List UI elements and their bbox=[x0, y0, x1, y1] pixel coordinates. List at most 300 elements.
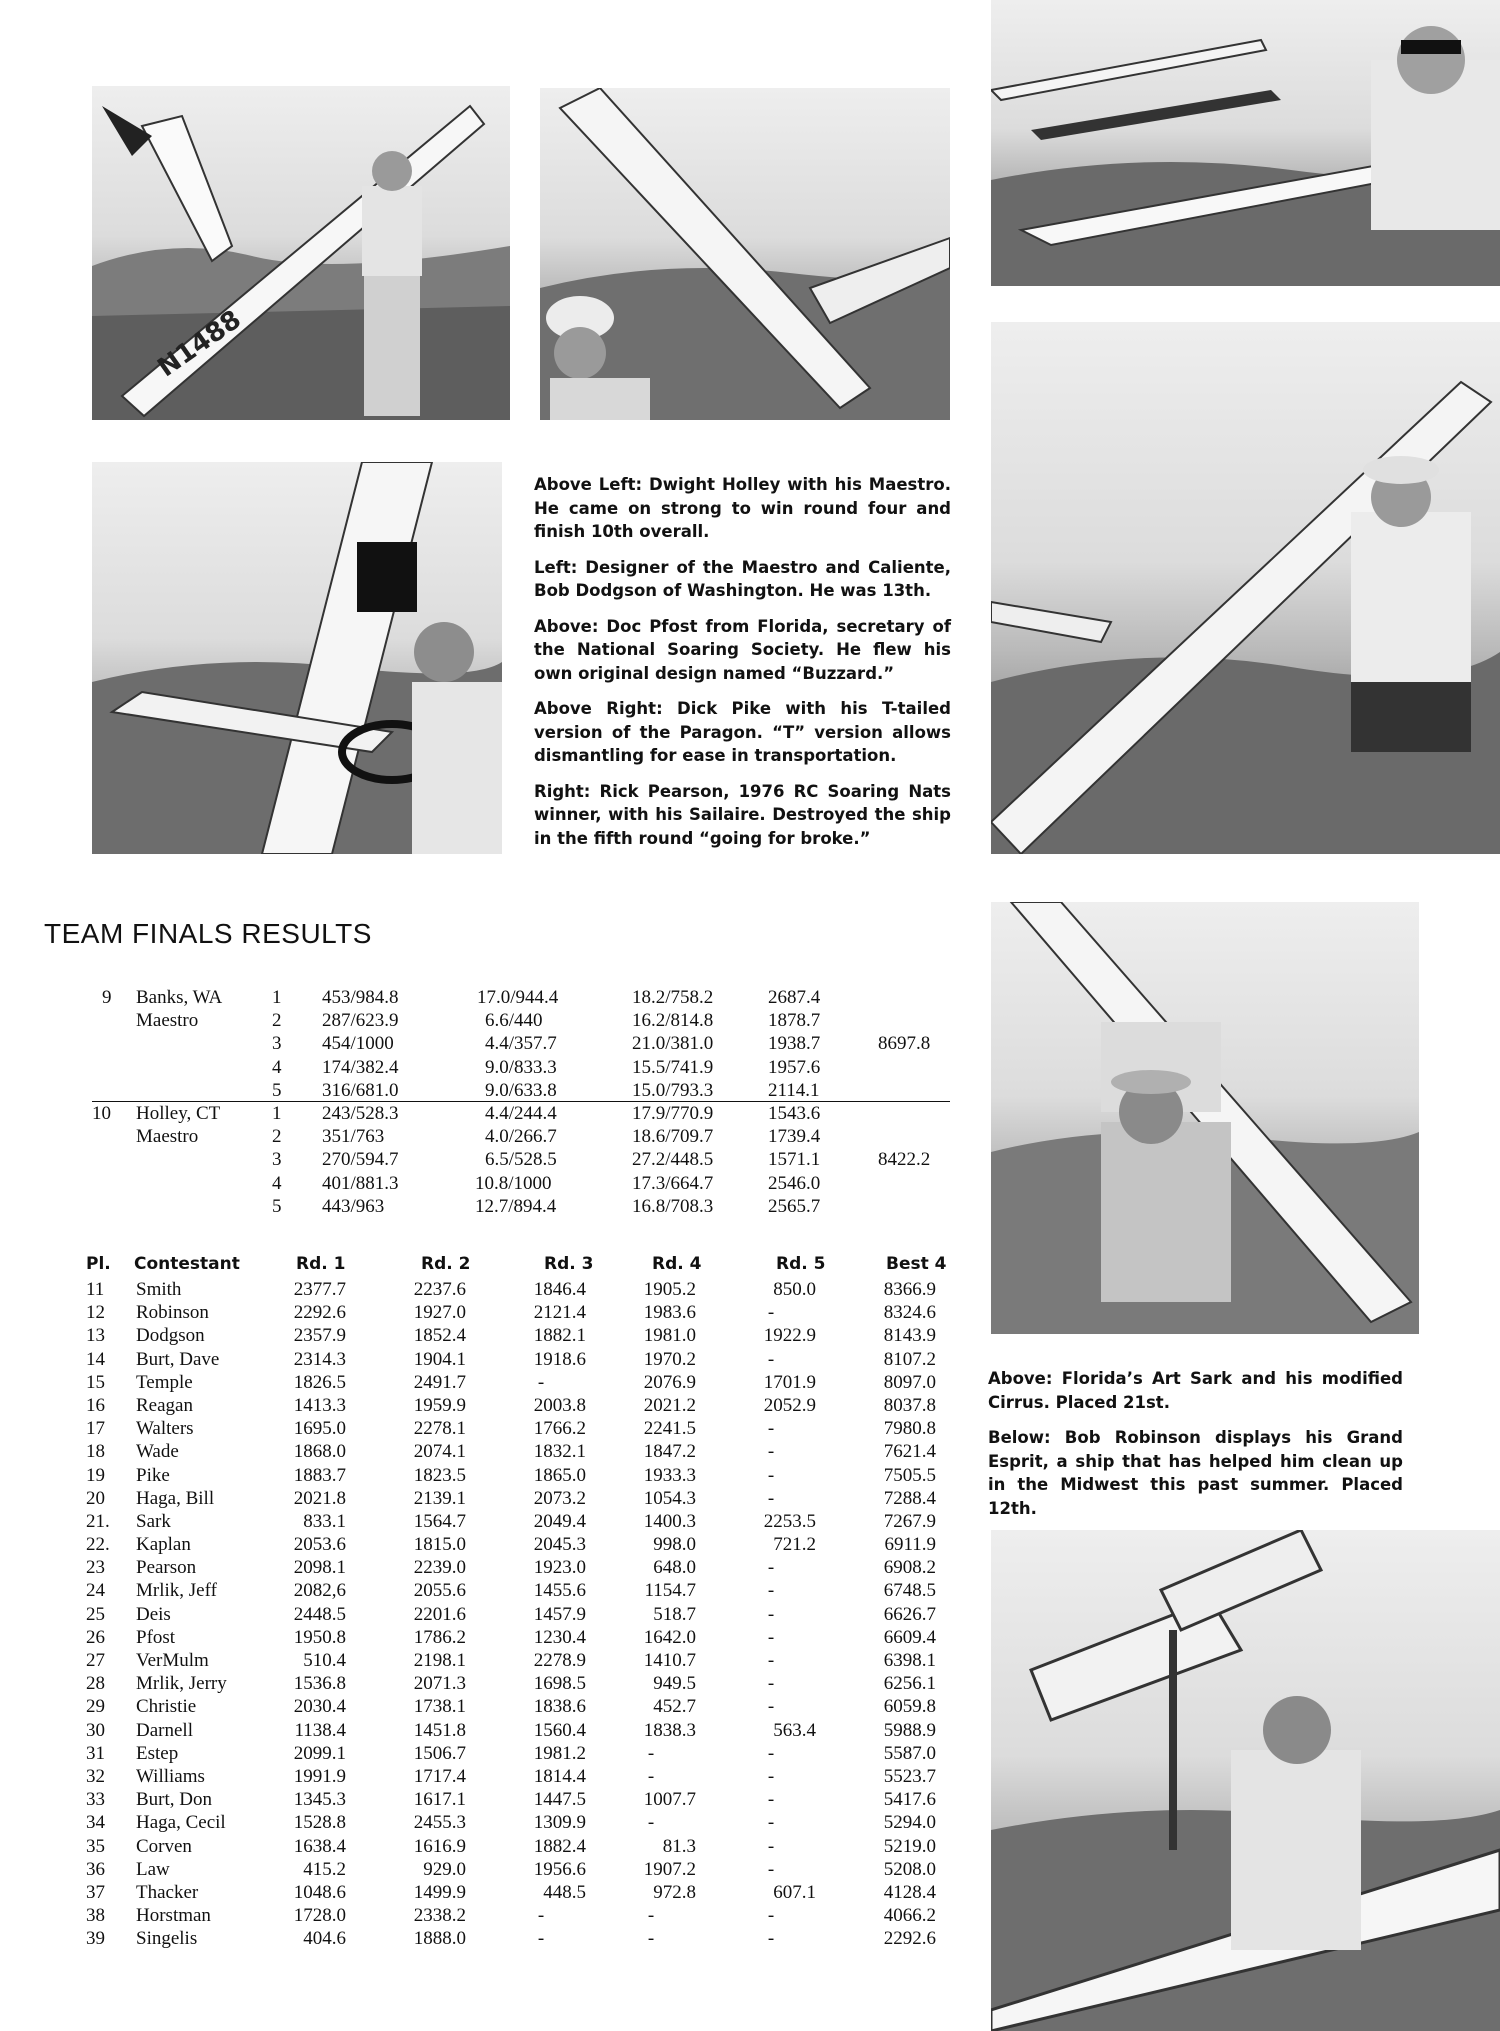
cell: 453/984.8 bbox=[322, 987, 399, 1008]
place-cell: 24 bbox=[86, 1580, 105, 1602]
place-cell: 25 bbox=[86, 1603, 105, 1625]
team-plane: Maestro bbox=[136, 1010, 199, 1032]
table-row bbox=[86, 1324, 956, 1347]
photo-captions bbox=[534, 473, 951, 862]
place-cell: 28 bbox=[86, 1673, 105, 1695]
place-cell: 27 bbox=[86, 1650, 105, 1671]
cell: 401/881.3 bbox=[322, 1172, 399, 1194]
results-header bbox=[86, 1250, 956, 1278]
score-cell: 1309.9 bbox=[533, 1812, 586, 1834]
contestant-cell: Pike bbox=[136, 1464, 170, 1486]
contestant-cell: Mrlik, Jeff bbox=[136, 1580, 217, 1602]
cell: 287/623.9 bbox=[322, 1010, 399, 1032]
score-cell: 721.2 bbox=[773, 1534, 816, 1556]
score-cell: 1786.2 bbox=[413, 1626, 466, 1648]
score-cell: 7980.8 bbox=[883, 1418, 936, 1440]
score-cell: - bbox=[767, 1765, 775, 1787]
contestant-cell: Burt, Don bbox=[136, 1789, 212, 1811]
place-cell: 13 bbox=[86, 1325, 105, 1347]
score-cell: 1815.0 bbox=[413, 1534, 466, 1556]
score-cell: 1888.0 bbox=[413, 1928, 466, 1950]
team-plane: Maestro bbox=[136, 1126, 199, 1148]
score-cell: 1981.2 bbox=[533, 1742, 586, 1764]
score-cell: 2237.6 bbox=[413, 1279, 466, 1300]
team-place: 9 bbox=[102, 987, 112, 1008]
score-cell: 6748.5 bbox=[883, 1580, 936, 1602]
cell: 17.3/664.7 bbox=[632, 1172, 714, 1194]
col-header: Contestant bbox=[134, 1254, 240, 1274]
score-cell: 2239.0 bbox=[413, 1557, 466, 1579]
cell: 10.8/1000 bbox=[475, 1172, 552, 1194]
score-cell: 1865.0 bbox=[533, 1464, 586, 1486]
score-cell: 2121.4 bbox=[533, 1302, 586, 1324]
place-cell: 31 bbox=[86, 1742, 105, 1764]
table-row bbox=[86, 1835, 956, 1858]
cell: 316/681.0 bbox=[322, 1079, 399, 1101]
score-cell: 833.1 bbox=[303, 1510, 346, 1532]
col-header: Best 4 bbox=[886, 1254, 947, 1274]
cell: 9.0/833.3 bbox=[485, 1056, 557, 1078]
col-header: Rd. 3 bbox=[544, 1254, 594, 1274]
table-row bbox=[86, 1464, 956, 1487]
place-cell: 35 bbox=[86, 1835, 105, 1857]
place-cell: 29 bbox=[86, 1696, 105, 1718]
score-cell: 4128.4 bbox=[883, 1881, 936, 1903]
score-cell: - bbox=[537, 1928, 545, 1950]
cell: 27.2/448.5 bbox=[632, 1149, 714, 1171]
score-cell: 929.0 bbox=[423, 1858, 466, 1880]
score-cell: 1933.3 bbox=[643, 1464, 696, 1486]
score-cell: 518.7 bbox=[653, 1603, 696, 1625]
contestant-cell: Wade bbox=[136, 1441, 179, 1463]
contestant-cell: Burt, Dave bbox=[136, 1348, 220, 1370]
round-number: 4 bbox=[272, 1056, 282, 1078]
score-cell: 1905.2 bbox=[643, 1279, 696, 1300]
table-row bbox=[86, 1672, 956, 1695]
score-cell: 1826.5 bbox=[293, 1371, 346, 1393]
contestant-cell: Christie bbox=[136, 1696, 197, 1718]
score-cell: 1410.7 bbox=[643, 1650, 696, 1671]
score-cell: 81.3 bbox=[662, 1835, 696, 1857]
cell: 9.0/633.8 bbox=[485, 1079, 557, 1101]
contestant-cell: Smith bbox=[136, 1279, 182, 1300]
side-captions bbox=[988, 1367, 1403, 1532]
score-cell: - bbox=[767, 1812, 775, 1834]
table-row bbox=[86, 1927, 956, 1950]
score-cell: 415.2 bbox=[303, 1858, 346, 1880]
cell: 21.0/381.0 bbox=[632, 1033, 714, 1055]
cell: 443/963 bbox=[322, 1195, 385, 1217]
place-cell: 14 bbox=[86, 1348, 105, 1370]
table-row bbox=[86, 1278, 956, 1301]
score-cell: 1457.9 bbox=[533, 1603, 586, 1625]
caption-robinson: Below: Bob Robinson displays his Grand Esprit, a ship that has helped him clean up in the Midwest this past summer. Placed 12th. bbox=[988, 1428, 1403, 1518]
score-cell: 8097.0 bbox=[883, 1371, 936, 1393]
score-cell: 2098.1 bbox=[293, 1557, 346, 1579]
score-cell: 8143.9 bbox=[883, 1325, 936, 1347]
round-number: 5 bbox=[272, 1195, 282, 1217]
score-cell: - bbox=[767, 1418, 775, 1440]
score-cell: 1918.6 bbox=[533, 1348, 586, 1370]
table-row bbox=[86, 1765, 956, 1788]
score-cell: - bbox=[647, 1812, 655, 1834]
score-cell: 1413.3 bbox=[293, 1394, 346, 1416]
table-row bbox=[86, 1510, 956, 1533]
score-cell: 1054.3 bbox=[643, 1487, 696, 1509]
score-cell: 4066.2 bbox=[883, 1905, 936, 1927]
score-cell: - bbox=[767, 1696, 775, 1718]
score-cell: 1838.3 bbox=[643, 1719, 696, 1741]
score-cell: 1506.7 bbox=[413, 1742, 466, 1764]
contestant-cell: Darnell bbox=[136, 1719, 193, 1741]
score-cell: - bbox=[647, 1742, 655, 1764]
score-cell: 1832.1 bbox=[533, 1441, 586, 1463]
table-row bbox=[86, 1858, 956, 1881]
score-cell: 1904.1 bbox=[413, 1348, 466, 1370]
score-cell: 2082,6 bbox=[293, 1580, 346, 1602]
score-cell: - bbox=[767, 1928, 775, 1950]
score-cell: 5523.7 bbox=[883, 1765, 936, 1787]
place-cell: 17 bbox=[86, 1418, 105, 1440]
score-cell: - bbox=[647, 1928, 655, 1950]
score-cell: 2074.1 bbox=[413, 1441, 466, 1463]
score-cell: 5208.0 bbox=[883, 1858, 936, 1880]
contestant-cell: Singelis bbox=[136, 1928, 198, 1950]
section-title: TEAM FINALS RESULTS bbox=[44, 918, 372, 949]
score-cell: 1852.4 bbox=[413, 1325, 466, 1347]
score-cell: 1766.2 bbox=[533, 1418, 586, 1440]
round-number: 2 bbox=[272, 1126, 282, 1148]
score-cell: 563.4 bbox=[773, 1719, 816, 1741]
score-cell: 2292.6 bbox=[883, 1928, 936, 1950]
score-cell: 1048.6 bbox=[293, 1881, 346, 1903]
caption-left: Left: Designer of the Maestro and Caliente, Bob Dodgson of Washington. He was 13th. bbox=[534, 557, 951, 600]
place-cell: 11 bbox=[86, 1279, 105, 1300]
place-cell: 37 bbox=[86, 1881, 105, 1903]
cell: 1739.4 bbox=[768, 1126, 821, 1148]
score-cell: 1883.7 bbox=[293, 1464, 346, 1486]
round-number: 1 bbox=[272, 987, 282, 1008]
cell: 4.4/357.7 bbox=[485, 1033, 557, 1055]
contestant-cell: Temple bbox=[136, 1371, 193, 1393]
place-cell: 20 bbox=[86, 1487, 105, 1509]
contestant-cell: Mrlik, Jerry bbox=[136, 1673, 227, 1695]
place-cell: 30 bbox=[86, 1719, 105, 1741]
score-cell: 6256.1 bbox=[883, 1673, 936, 1695]
score-cell: 404.6 bbox=[303, 1928, 346, 1950]
cell: 17.0/944.4 bbox=[477, 987, 559, 1008]
caption-above: Above: Doc Pfost from Florida, secretary of the National Soaring Society. He flew his own original design named “Buzzard.” bbox=[534, 616, 951, 683]
score-cell: 1455.6 bbox=[533, 1580, 586, 1602]
cell: 18.2/758.2 bbox=[632, 987, 714, 1008]
score-cell: 949.5 bbox=[653, 1673, 696, 1695]
cell: 1878.7 bbox=[768, 1010, 821, 1032]
table-row bbox=[86, 1556, 956, 1579]
cell: 2114.1 bbox=[768, 1079, 820, 1101]
score-cell: 2139.1 bbox=[413, 1487, 466, 1509]
contestant-cell: Williams bbox=[136, 1765, 205, 1787]
score-cell: 1154.7 bbox=[644, 1580, 696, 1602]
score-cell: 1991.9 bbox=[293, 1765, 346, 1787]
cell: 270/594.7 bbox=[322, 1149, 399, 1171]
table-row bbox=[86, 1394, 956, 1417]
score-cell: 2241.5 bbox=[643, 1418, 696, 1440]
score-cell: 2278.1 bbox=[413, 1418, 466, 1440]
score-cell: 1923.0 bbox=[533, 1557, 586, 1579]
col-header: Rd. 1 bbox=[296, 1254, 346, 1274]
cell: 16.8/708.3 bbox=[632, 1195, 714, 1217]
place-cell: 38 bbox=[86, 1905, 105, 1927]
score-cell: 2076.9 bbox=[643, 1371, 696, 1393]
score-cell: - bbox=[767, 1626, 775, 1648]
score-cell: 1138.4 bbox=[294, 1719, 346, 1741]
score-cell: 1814.4 bbox=[533, 1765, 586, 1787]
score-cell: 2049.4 bbox=[533, 1510, 586, 1532]
score-cell: 6609.4 bbox=[883, 1626, 936, 1648]
score-cell: 1717.4 bbox=[413, 1765, 466, 1787]
score-cell: 1981.0 bbox=[643, 1325, 696, 1347]
score-cell: 5294.0 bbox=[883, 1812, 936, 1834]
place-cell: 21. bbox=[86, 1510, 110, 1532]
table-row bbox=[86, 1719, 956, 1742]
cell: 18.6/709.7 bbox=[632, 1126, 714, 1148]
cell: 17.9/770.9 bbox=[632, 1102, 714, 1124]
contestant-cell: VerMulm bbox=[136, 1650, 209, 1671]
contestant-cell: Robinson bbox=[136, 1302, 209, 1324]
results-body bbox=[86, 1278, 956, 1950]
place-cell: 26 bbox=[86, 1626, 105, 1648]
contestant-cell: Thacker bbox=[136, 1881, 199, 1903]
contestant-cell: Dodgson bbox=[136, 1325, 205, 1347]
score-cell: - bbox=[767, 1789, 775, 1811]
photo-dodgson bbox=[92, 462, 502, 854]
contestant-cell: Horstman bbox=[136, 1905, 211, 1927]
score-cell: 1823.5 bbox=[413, 1464, 466, 1486]
score-cell: 2278.9 bbox=[533, 1650, 586, 1671]
score-cell: 1847.2 bbox=[643, 1441, 696, 1463]
score-cell: - bbox=[767, 1603, 775, 1625]
team-place: 10 bbox=[92, 1102, 111, 1124]
score-cell: 2201.6 bbox=[413, 1603, 466, 1625]
contestant-cell: Kaplan bbox=[136, 1534, 191, 1556]
score-cell: 448.5 bbox=[543, 1881, 586, 1903]
score-cell: 6908.2 bbox=[883, 1557, 936, 1579]
score-cell: 510.4 bbox=[303, 1650, 346, 1671]
score-cell: - bbox=[767, 1302, 775, 1324]
score-cell: 2377.7 bbox=[293, 1279, 346, 1300]
score-cell: 2021.8 bbox=[293, 1487, 346, 1509]
team-total: 8422.2 bbox=[878, 1149, 931, 1171]
score-cell: - bbox=[767, 1650, 775, 1671]
score-cell: 1499.9 bbox=[413, 1881, 466, 1903]
cell: 15.5/741.9 bbox=[632, 1056, 714, 1078]
score-cell: 1230.4 bbox=[533, 1626, 586, 1648]
score-cell: 1738.1 bbox=[413, 1696, 466, 1718]
col-header: Pl. bbox=[86, 1254, 111, 1274]
score-cell: - bbox=[647, 1905, 655, 1927]
table-row bbox=[86, 1881, 956, 1904]
caption-right: Right: Rick Pearson, 1976 RC Soaring Nats winner, with his Sailaire. Destroyed the ship in the fifth round “going for broke.” bbox=[534, 781, 951, 848]
score-cell: 6626.7 bbox=[883, 1603, 936, 1625]
score-cell: 1695.0 bbox=[293, 1418, 346, 1440]
cell: 1571.1 bbox=[768, 1149, 821, 1171]
contestant-cell: Haga, Bill bbox=[136, 1487, 215, 1509]
score-cell: 8107.2 bbox=[883, 1348, 936, 1370]
cell: 2687.4 bbox=[768, 987, 821, 1008]
contestant-cell: Walters bbox=[136, 1418, 194, 1440]
contestant-cell: Deis bbox=[136, 1603, 171, 1625]
place-cell: 22. bbox=[86, 1534, 110, 1556]
score-cell: - bbox=[767, 1580, 775, 1602]
score-cell: 8324.6 bbox=[883, 1302, 936, 1324]
contestant-cell: Estep bbox=[136, 1742, 179, 1764]
score-cell: 7505.5 bbox=[883, 1464, 936, 1486]
caption-above-right: Above Right: Dick Pike with his T-tailed version of the Paragon. “T” version allows dismantling for ease in transportation. bbox=[534, 699, 951, 765]
table-row bbox=[86, 1371, 956, 1394]
cell: 6.5/528.5 bbox=[485, 1149, 557, 1171]
photo-robinson bbox=[991, 1530, 1500, 2031]
photo-pike bbox=[991, 0, 1500, 286]
caption-sark: Above: Florida’s Art Sark and his modified Cirrus. Placed 21st. bbox=[988, 1369, 1403, 1412]
table-row bbox=[86, 1533, 956, 1556]
registration-label: N1488 bbox=[152, 304, 247, 384]
score-cell: 1447.5 bbox=[533, 1789, 586, 1811]
score-cell: - bbox=[767, 1905, 775, 1927]
score-cell: - bbox=[767, 1441, 775, 1463]
score-cell: 1922.9 bbox=[763, 1325, 816, 1347]
table-row bbox=[86, 1579, 956, 1602]
contestant-cell: Reagan bbox=[136, 1394, 193, 1416]
score-cell: 1698.5 bbox=[533, 1673, 586, 1695]
score-cell: 6059.8 bbox=[883, 1696, 936, 1718]
score-cell: 1728.0 bbox=[293, 1905, 346, 1927]
cell: 4.4/244.4 bbox=[485, 1102, 557, 1124]
table-row bbox=[86, 1904, 956, 1927]
score-cell: 1956.6 bbox=[533, 1858, 586, 1880]
cell: 1543.6 bbox=[768, 1102, 821, 1124]
score-cell: 2073.2 bbox=[533, 1487, 586, 1509]
score-cell: 1617.1 bbox=[413, 1789, 466, 1811]
score-cell: 2338.2 bbox=[413, 1905, 466, 1927]
score-cell: 1536.8 bbox=[293, 1673, 346, 1695]
results-table bbox=[86, 1250, 956, 1950]
cell: 6.6/440 bbox=[485, 1010, 543, 1032]
score-cell: 6398.1 bbox=[883, 1650, 936, 1671]
cell: 15.0/793.3 bbox=[632, 1079, 714, 1101]
score-cell: - bbox=[767, 1487, 775, 1509]
table-row bbox=[86, 1348, 956, 1371]
score-cell: 1701.9 bbox=[763, 1371, 816, 1393]
score-cell: - bbox=[767, 1673, 775, 1695]
team-total: 8697.8 bbox=[878, 1033, 931, 1055]
score-cell: 1970.2 bbox=[643, 1348, 696, 1370]
score-cell: - bbox=[767, 1858, 775, 1880]
round-number: 1 bbox=[272, 1102, 282, 1124]
place-cell: 16 bbox=[86, 1394, 105, 1416]
cell: 243/528.3 bbox=[322, 1102, 399, 1124]
table-row bbox=[86, 1440, 956, 1463]
score-cell: 6911.9 bbox=[884, 1534, 936, 1556]
place-cell: 15 bbox=[86, 1371, 105, 1393]
score-cell: 1838.6 bbox=[533, 1696, 586, 1718]
score-cell: 2071.3 bbox=[413, 1673, 466, 1695]
table-row bbox=[86, 1695, 956, 1718]
cell: 2546.0 bbox=[768, 1172, 821, 1194]
cell: 2565.7 bbox=[768, 1195, 821, 1217]
score-cell: 5219.0 bbox=[883, 1835, 936, 1857]
table-row bbox=[86, 1603, 956, 1626]
round-number: 5 bbox=[272, 1079, 282, 1101]
score-cell: 1642.0 bbox=[643, 1626, 696, 1648]
score-cell: 5587.0 bbox=[883, 1742, 936, 1764]
score-cell: 2491.7 bbox=[413, 1371, 466, 1393]
score-cell: - bbox=[767, 1742, 775, 1764]
score-cell: 1846.4 bbox=[533, 1279, 586, 1300]
score-cell: 2055.6 bbox=[413, 1580, 466, 1602]
team-name: Holley, CT bbox=[136, 1102, 221, 1124]
contestant-cell: Law bbox=[136, 1858, 170, 1880]
place-cell: 33 bbox=[86, 1789, 105, 1811]
round-number: 3 bbox=[272, 1033, 282, 1055]
score-cell: - bbox=[767, 1835, 775, 1857]
round-number: 3 bbox=[272, 1149, 282, 1171]
place-cell: 34 bbox=[86, 1812, 105, 1834]
score-cell: 1616.9 bbox=[413, 1835, 466, 1857]
score-cell: 2455.3 bbox=[413, 1812, 466, 1834]
cell: 351/763 bbox=[322, 1126, 385, 1148]
score-cell: 8366.9 bbox=[883, 1279, 936, 1300]
round-number: 4 bbox=[272, 1172, 282, 1194]
score-cell: 2052.9 bbox=[763, 1394, 816, 1416]
photo-holley bbox=[92, 86, 510, 420]
score-cell: 7267.9 bbox=[883, 1510, 936, 1532]
table-row bbox=[86, 1649, 956, 1672]
score-cell: 2292.6 bbox=[293, 1302, 346, 1324]
photo-sark bbox=[991, 902, 1419, 1334]
col-header: Rd. 2 bbox=[421, 1254, 471, 1274]
score-cell: 8037.8 bbox=[883, 1394, 936, 1416]
score-cell: 1882.4 bbox=[533, 1835, 586, 1857]
score-cell: 1451.8 bbox=[413, 1719, 466, 1741]
score-cell: 2357.9 bbox=[293, 1325, 346, 1347]
score-cell: 1950.8 bbox=[293, 1626, 346, 1648]
place-cell: 18 bbox=[86, 1441, 105, 1463]
table-row bbox=[86, 1626, 956, 1649]
caption-above-left: Above Left: Dwight Holley with his Maestro. He came on strong to win round four and finish 10th overall. bbox=[534, 475, 951, 541]
score-cell: 2253.5 bbox=[763, 1510, 816, 1532]
round-number: 2 bbox=[272, 1010, 282, 1032]
score-cell: 1882.1 bbox=[533, 1325, 586, 1347]
score-cell: 7621.4 bbox=[883, 1441, 936, 1463]
score-cell: 1345.3 bbox=[293, 1789, 346, 1811]
score-cell: 1560.4 bbox=[533, 1719, 586, 1741]
table-row bbox=[86, 1417, 956, 1440]
contestant-cell: Sark bbox=[136, 1510, 171, 1532]
score-cell: 1927.0 bbox=[413, 1302, 466, 1324]
team-name: Banks, WA bbox=[136, 987, 223, 1008]
score-cell: 1868.0 bbox=[293, 1441, 346, 1463]
score-cell: 2198.1 bbox=[413, 1650, 466, 1671]
cell: 174/382.4 bbox=[322, 1056, 399, 1078]
table-row bbox=[86, 1788, 956, 1811]
table-row bbox=[86, 1301, 956, 1324]
place-cell: 12 bbox=[86, 1302, 105, 1324]
score-cell: 850.0 bbox=[773, 1279, 816, 1300]
score-cell: 2045.3 bbox=[533, 1534, 586, 1556]
table-row bbox=[86, 1811, 956, 1834]
score-cell: 5417.6 bbox=[883, 1789, 936, 1811]
place-cell: 19 bbox=[86, 1464, 105, 1486]
